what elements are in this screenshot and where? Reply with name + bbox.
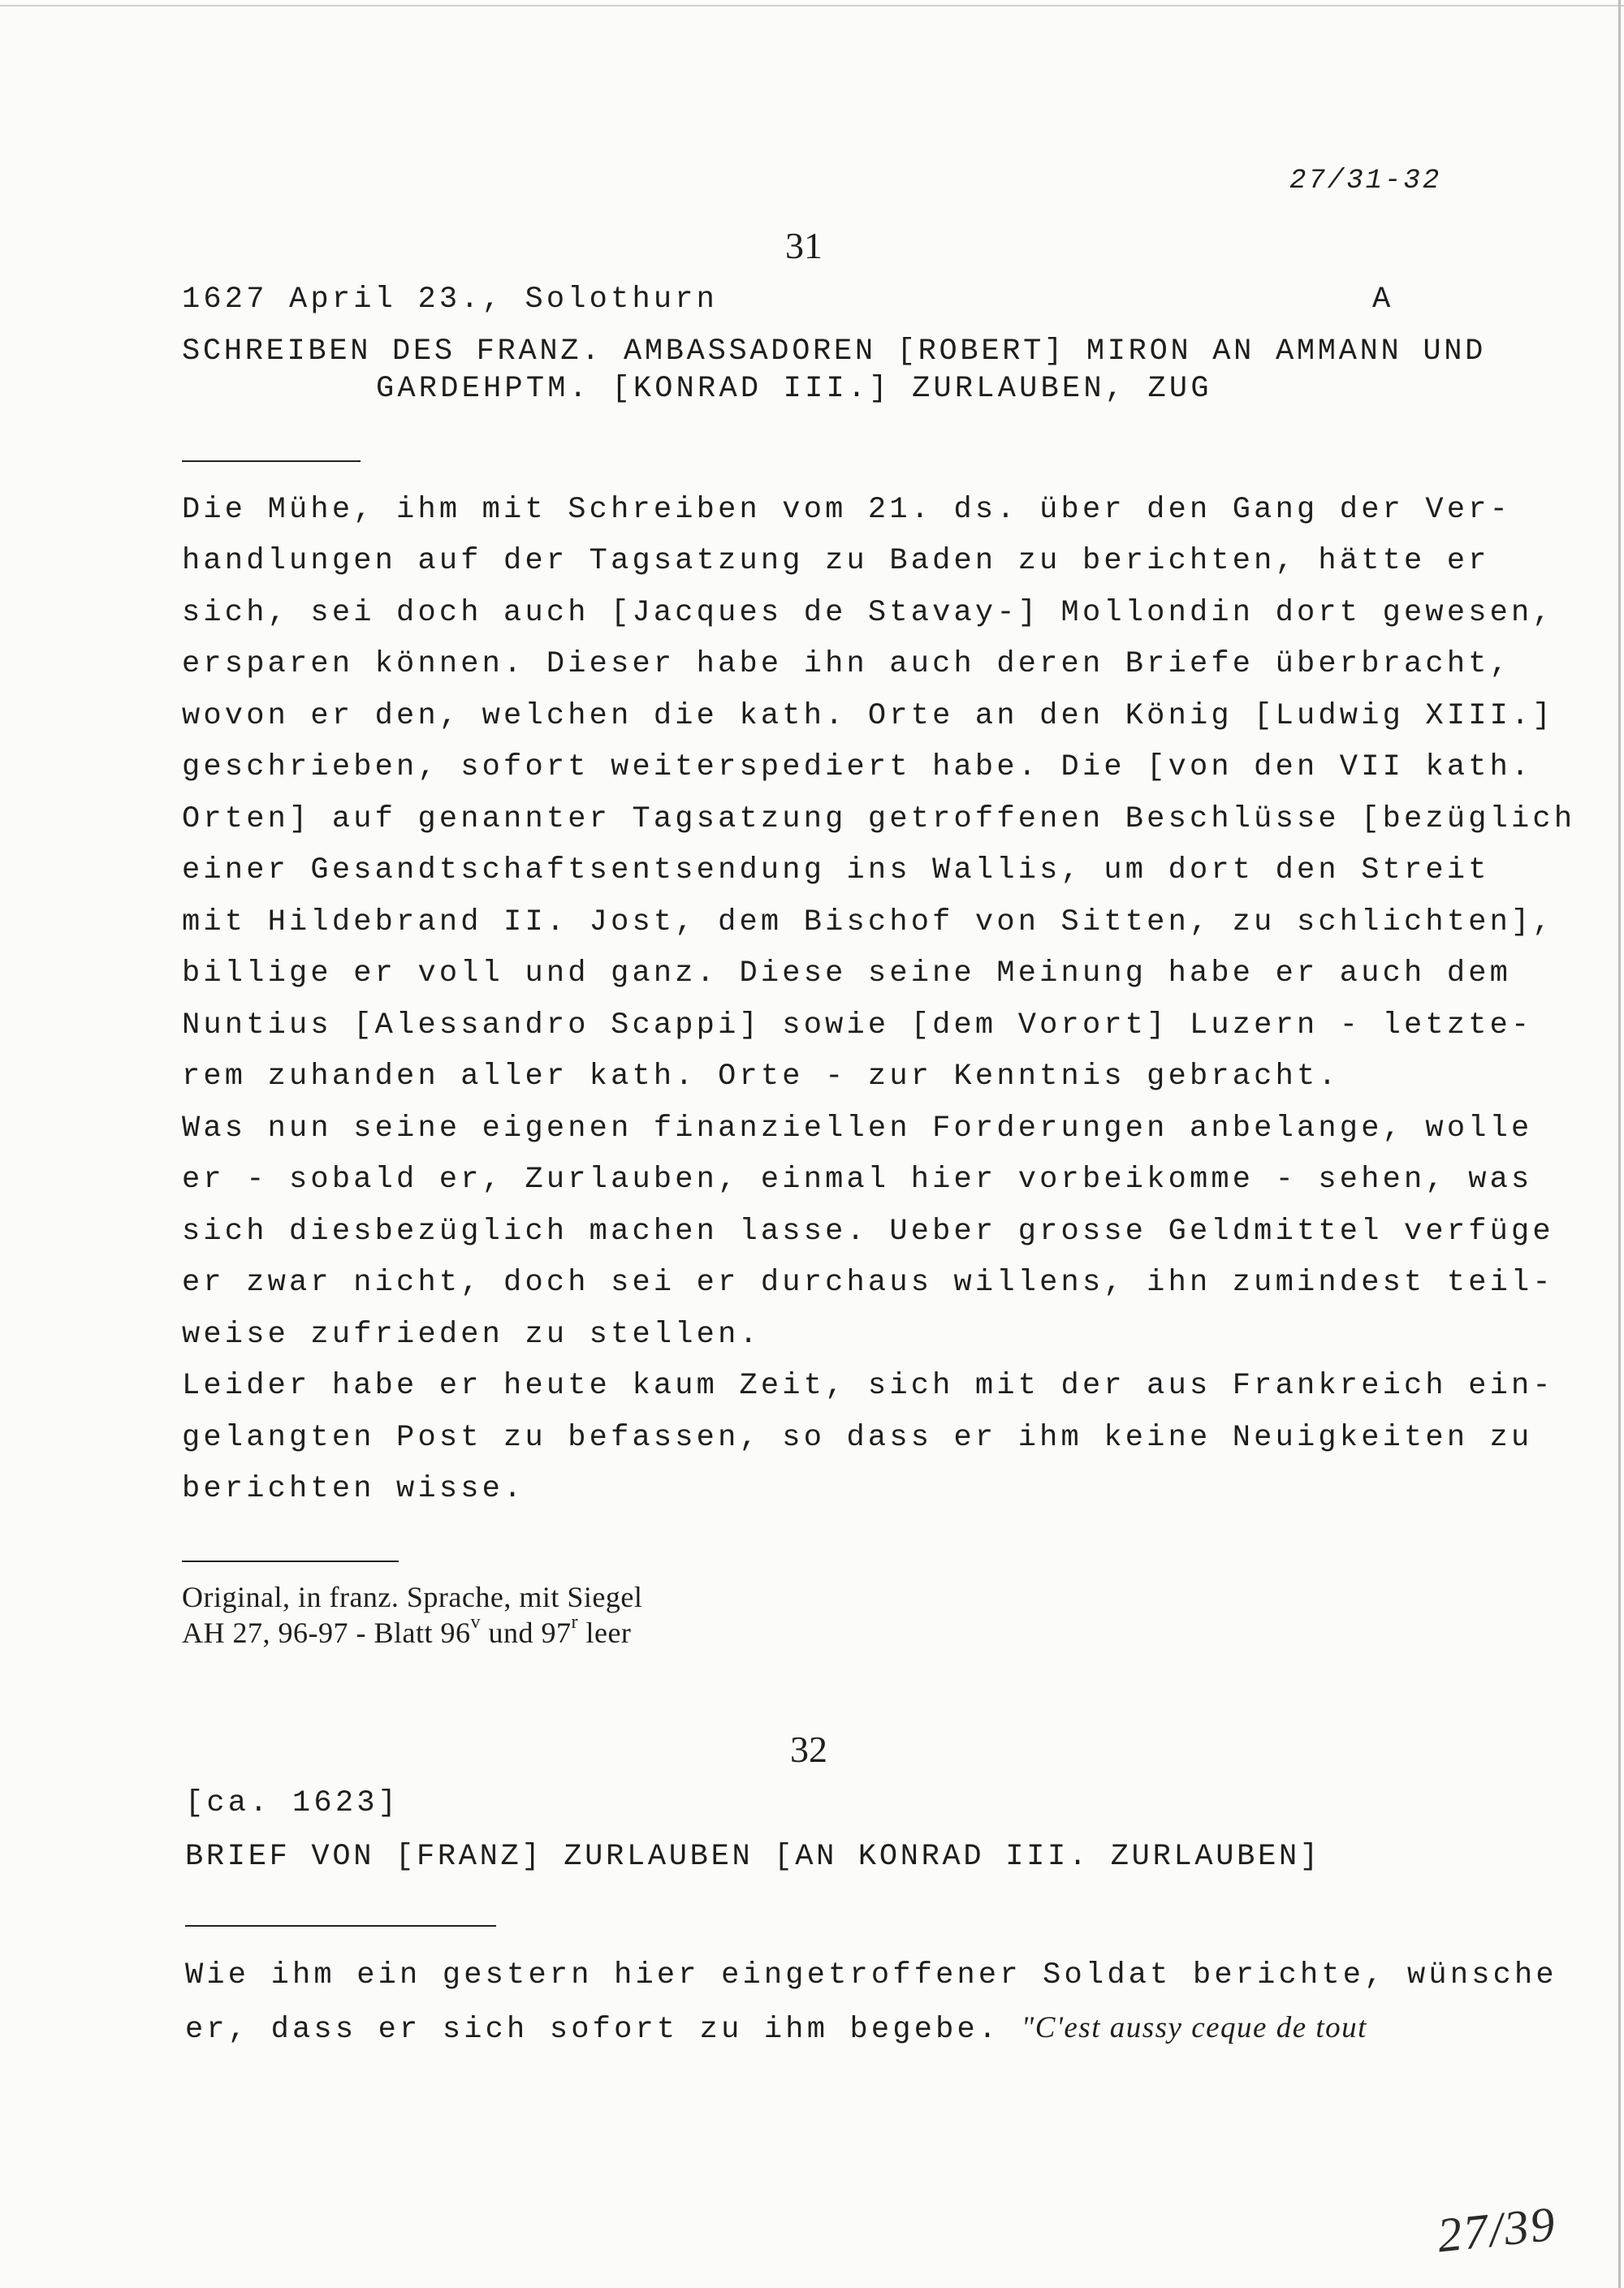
body-line: sich, sei doch auch [Jacques de Stavay-] Mollondin dort gewesen, <box>182 596 1554 630</box>
body-line: weise zufrieden zu stellen. <box>182 1318 761 1352</box>
body-line: mit Hildebrand II. Jost, dem Bischof von Sitten, zu schlichten], <box>182 905 1554 939</box>
body-text: er, dass er sich sofort zu ihm begebe. <box>185 2013 1021 2047</box>
recto-superscript: r <box>571 1612 578 1633</box>
body-line: Leider habe er heute kaum Zeit, sich mit der aus Frankreich ein- <box>182 1369 1554 1403</box>
heading-rule <box>185 1925 496 1927</box>
body-line: er zwar nicht, doch sei er durchaus willens, ihn zumindest teil- <box>182 1266 1554 1300</box>
document-heading-line-1: SCHREIBEN DES FRANZ. AMBASSADOREN [ROBERT] MIRON AN AMMANN UND <box>182 335 1487 369</box>
body-line: gelangten Post zu befassen, so dass er ihm keine Neuigkeiten zu <box>182 1421 1533 1455</box>
body-line: Die Mühe, ihm mit Schreiben vom 21. ds. über den Gang der Ver- <box>182 493 1512 527</box>
body-line: ersparen können. Dieser habe ihn auch deren Briefe überbracht, <box>182 647 1512 681</box>
source-rule <box>182 1561 399 1562</box>
source-folio: AH 27, 96-97 - Blatt 96 <box>182 1617 471 1649</box>
document-mark: A <box>1372 283 1394 317</box>
body-line: einer Gesandtschaftsentsendung ins Wallis, um dort den Streit <box>182 853 1490 887</box>
handwritten-folio-number: 27/39 <box>1434 2196 1559 2263</box>
source-line-2 <box>182 1612 632 1650</box>
body-line: geschrieben, sofort weiterspediert habe. Die [von den VII kath. <box>182 750 1533 784</box>
verso-superscript: v <box>470 1612 481 1633</box>
body-line: Was nun seine eigenen finanziellen Forderungen anbelange, wolle <box>182 1112 1533 1146</box>
body-line: er - sobald er, Zurlauben, einmal hier vorbeikomme - sehen, was <box>182 1163 1533 1197</box>
body-line: Wie ihm ein gestern hier eingetroffener Soldat berichte, wünsche <box>185 1958 1557 1992</box>
heading-rule <box>182 460 361 462</box>
source-line-1: Original, in franz. Sprache, mit Siegel <box>182 1581 643 1613</box>
body-line: wovon er den, welchen die kath. Orte an den König [Ludwig XIII.] <box>182 699 1554 733</box>
body-line: berichten wisse. <box>182 1472 525 1506</box>
body-line: sich diesbezüglich machen lasse. Ueber grosse Geldmittel verfüge <box>182 1215 1554 1249</box>
page-reference: 27/31-32 <box>1289 166 1442 196</box>
document-heading-line-2: GARDEHPTM. [KONRAD III.] ZURLAUBEN, ZUG <box>376 372 1212 406</box>
source-folio-2: und 97 <box>480 1617 572 1649</box>
document-number-32: 32 <box>790 1729 827 1770</box>
document-date-place: 1627 April 23., Solothurn <box>182 283 719 317</box>
source-empty-note: leer <box>577 1617 632 1649</box>
scan-edge-right <box>1618 0 1621 2288</box>
document-date: [ca. 1623] <box>185 1786 400 1820</box>
body-line: Nuntius [Alessandro Scappi] sowie [dem Vorort] Luzern - letzte- <box>182 1008 1533 1043</box>
french-quote: "C'est aussy ceque de tout <box>1021 2011 1367 2044</box>
body-line: rem zuhanden aller kath. Orte - zur Kenntnis gebracht. <box>182 1060 1340 1094</box>
body-line: Orten] auf genannter Tagsatzung getroffenen Beschlüsse [bezüglich <box>182 802 1576 836</box>
body-line <box>185 2010 1367 2047</box>
body-line: handlungen auf der Tagsatzung zu Baden zu berichten, hätte er <box>182 544 1490 578</box>
scan-edge-top <box>0 5 1624 6</box>
document-heading: BRIEF VON [FRANZ] ZURLAUBEN [AN KONRAD III. ZURLAUBEN] <box>185 1840 1321 1874</box>
body-line: billige er voll und ganz. Diese seine Meinung habe er auch dem <box>182 956 1512 991</box>
document-number-31: 31 <box>785 225 823 266</box>
